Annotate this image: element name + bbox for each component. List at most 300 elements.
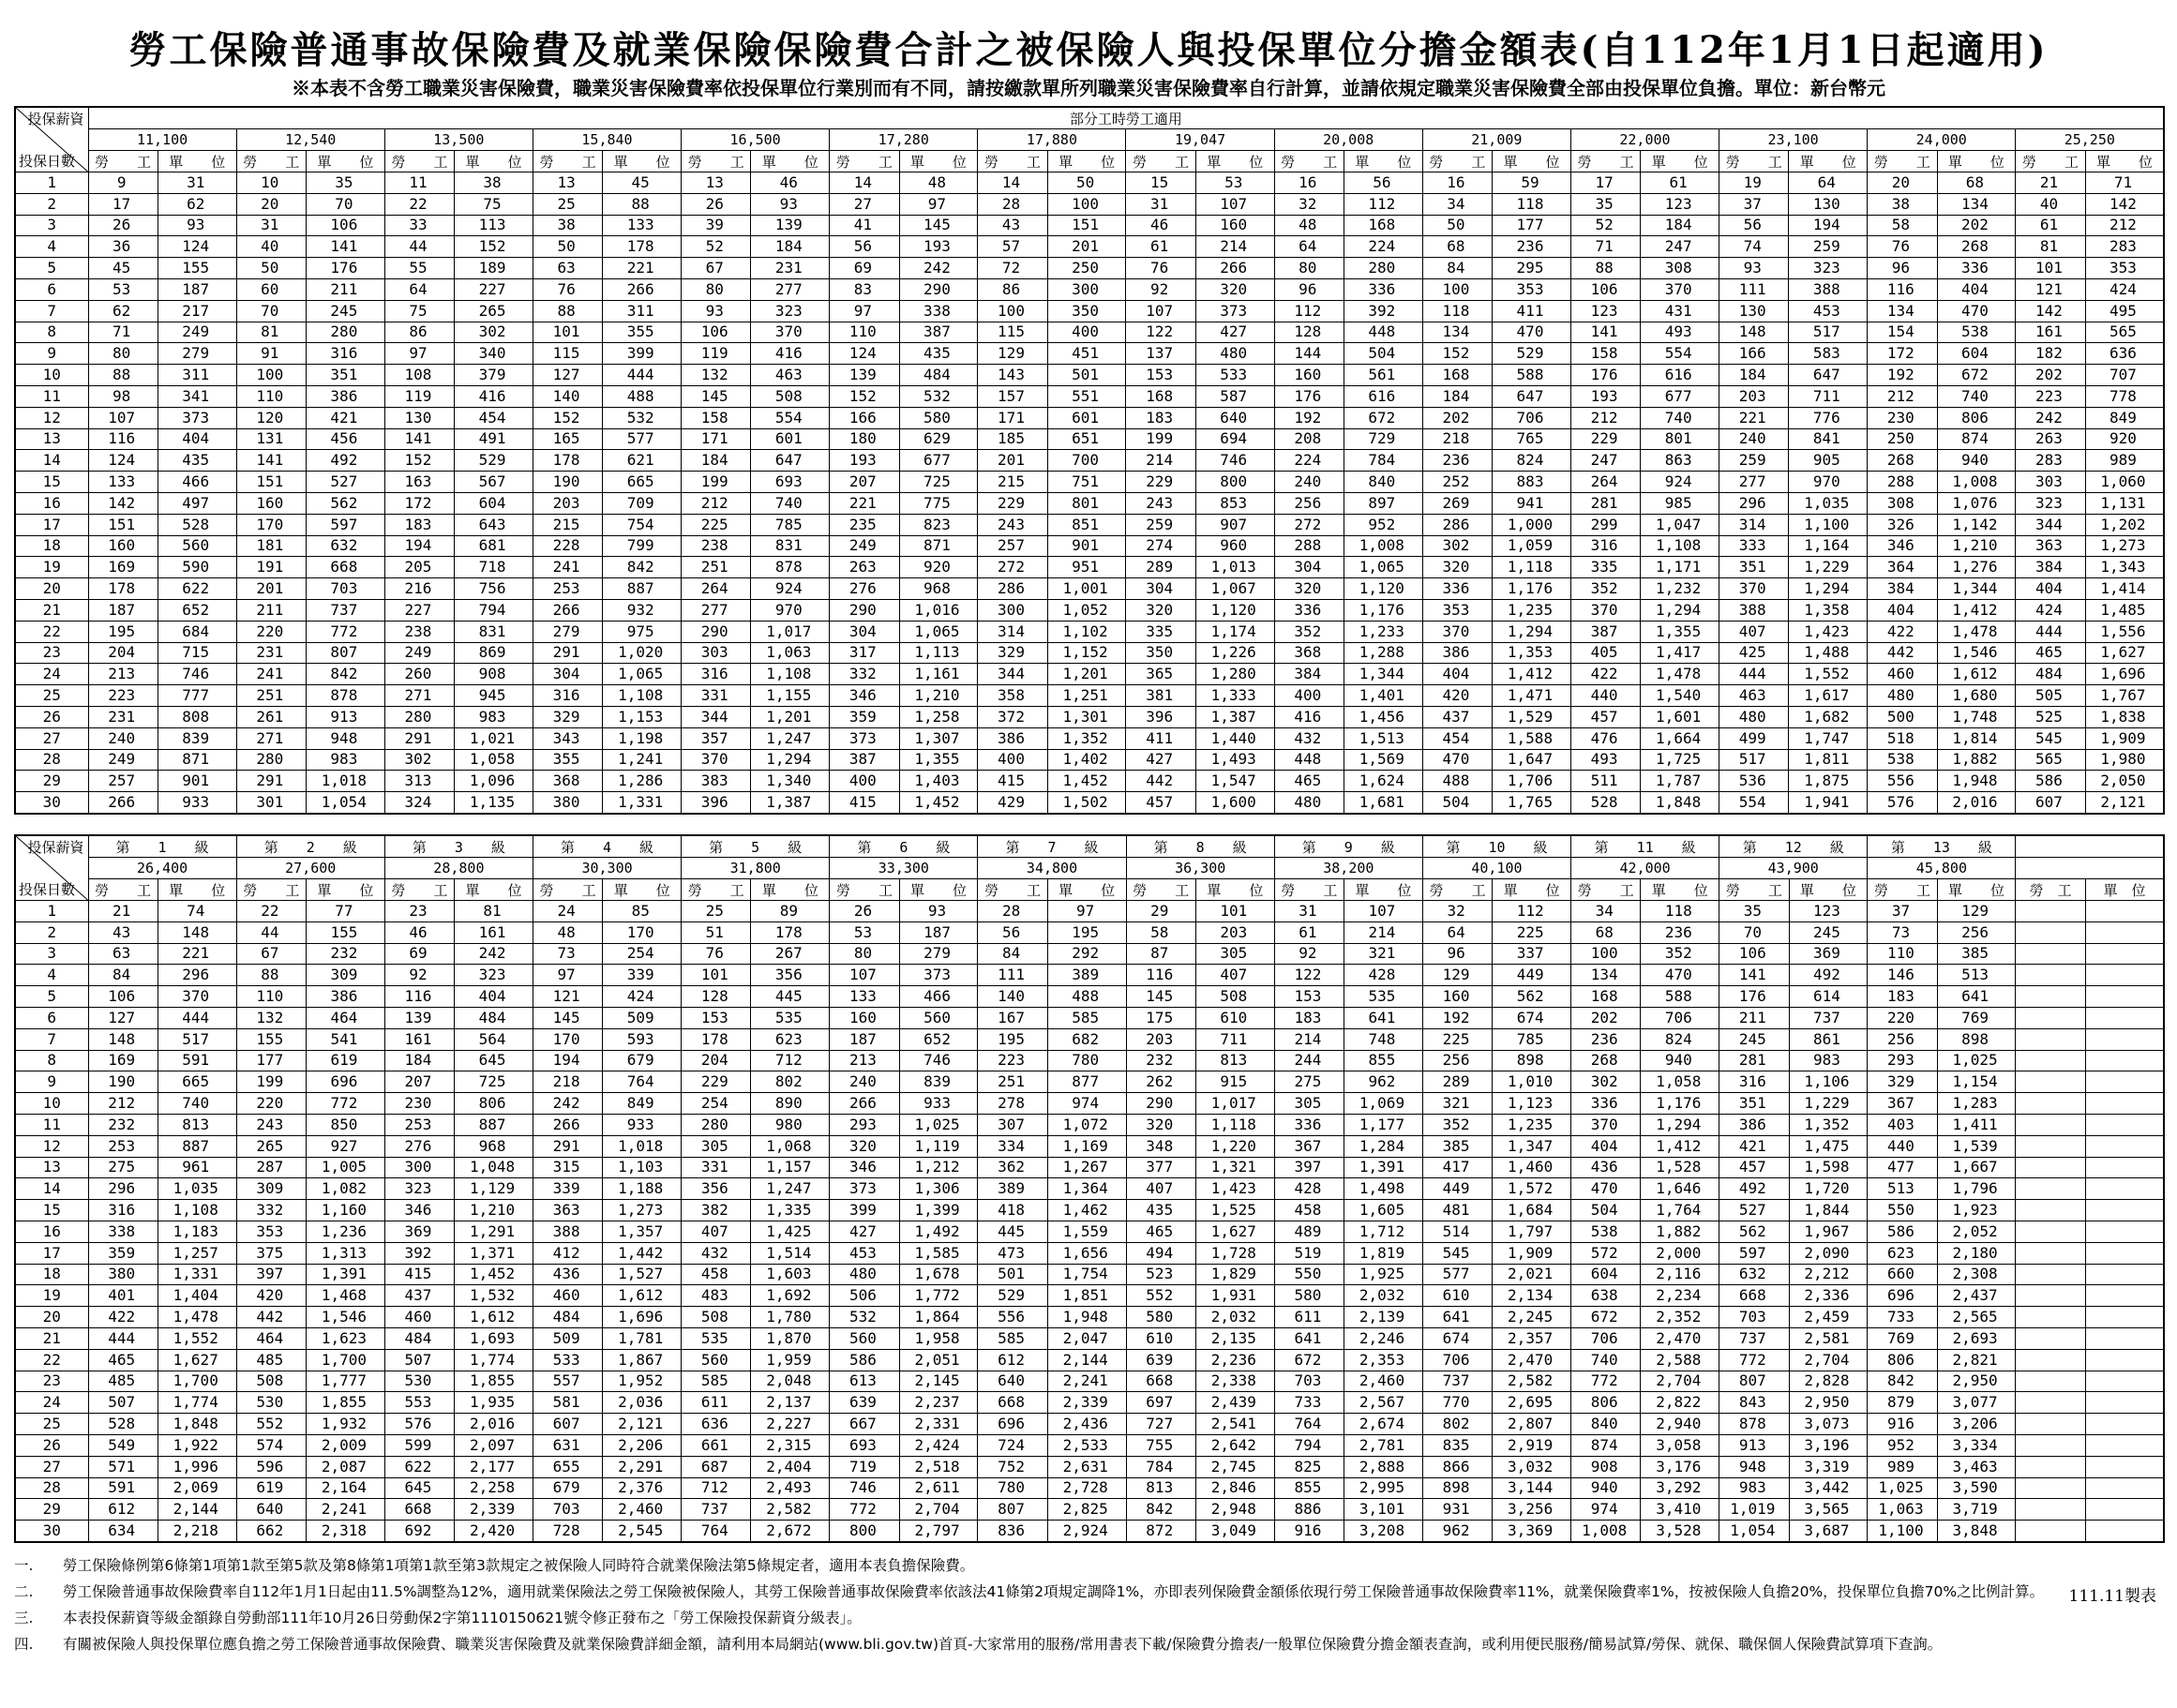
employer-amount: 1,678 — [899, 1264, 978, 1285]
employer-amount: 1,355 — [1641, 621, 1719, 642]
employer-amount: 151 — [1047, 215, 1126, 236]
employer-amount: 1,035 — [158, 1178, 236, 1200]
employer-amount: 1,113 — [899, 642, 978, 664]
employer-amount: 411 — [1493, 300, 1571, 322]
employer-header: 單 位 — [2085, 151, 2164, 172]
salary-value: 17,880 — [978, 129, 1126, 151]
employer-amount: 851 — [1047, 514, 1126, 535]
employer-amount: 431 — [1641, 300, 1719, 322]
employer-amount: 1,016 — [899, 599, 978, 621]
labor-amount: 67 — [236, 943, 306, 965]
labor-amount: 523 — [1126, 1264, 1195, 1285]
employer-amount: 983 — [455, 706, 533, 727]
employer-amount: 1,198 — [603, 727, 682, 749]
empty-cell — [2016, 965, 2085, 986]
employer-amount: 2,821 — [1937, 1349, 2016, 1371]
labor-amount: 806 — [1571, 1392, 1641, 1414]
employer-amount: 807 — [306, 642, 384, 664]
employer-amount: 1,814 — [1937, 727, 2016, 749]
employer-amount: 231 — [751, 258, 830, 279]
labor-amount: 192 — [1422, 1007, 1492, 1028]
labor-amount: 392 — [384, 1242, 454, 1264]
labor-amount: 473 — [978, 1242, 1047, 1264]
labor-amount: 585 — [978, 1327, 1047, 1349]
employer-amount: 629 — [899, 428, 978, 450]
labor-amount: 76 — [533, 278, 602, 300]
note-item — [14, 1581, 2163, 1603]
employer-amount: 176 — [306, 258, 384, 279]
labor-amount: 557 — [533, 1371, 602, 1392]
employer-amount: 3,032 — [1493, 1456, 1571, 1477]
labor-amount: 607 — [533, 1414, 602, 1435]
employer-amount: 2,846 — [1195, 1477, 1274, 1499]
labor-amount: 87 — [1126, 943, 1195, 965]
employer-amount: 2,318 — [306, 1521, 384, 1542]
employer-amount: 577 — [603, 428, 682, 450]
day-number: 15 — [15, 1200, 88, 1221]
labor-amount: 108 — [384, 365, 454, 386]
labor-amount: 367 — [1274, 1135, 1344, 1157]
employer-amount: 386 — [306, 385, 384, 407]
employer-amount: 1,280 — [1195, 664, 1274, 685]
labor-amount: 436 — [533, 1264, 602, 1285]
employer-amount: 1,025 — [1937, 1050, 2016, 1071]
labor-amount: 404 — [1868, 599, 1937, 621]
table-row — [15, 1285, 2164, 1307]
labor-amount: 612 — [88, 1499, 158, 1521]
employer-amount: 725 — [455, 1071, 533, 1093]
employer-amount: 107 — [1195, 193, 1274, 215]
labor-amount: 93 — [682, 300, 751, 322]
labor-amount: 73 — [533, 943, 602, 965]
table-row — [15, 771, 2164, 792]
employer-amount: 97 — [899, 193, 978, 215]
employer-amount: 1,514 — [751, 1242, 830, 1264]
labor-amount: 100 — [1422, 278, 1492, 300]
employer-amount: 1,667 — [1937, 1157, 2016, 1178]
labor-header: 勞 工 — [2016, 151, 2085, 172]
employer-amount: 2,693 — [1937, 1327, 2016, 1349]
labor-amount: 383 — [682, 771, 751, 792]
employer-amount: 155 — [158, 258, 236, 279]
employer-amount: 1,247 — [751, 1178, 830, 1200]
employer-amount: 562 — [1493, 986, 1571, 1008]
labor-amount: 133 — [88, 472, 158, 493]
labor-amount: 454 — [1422, 727, 1492, 749]
employer-amount: 1,513 — [1344, 727, 1422, 749]
employer-amount: 3,196 — [1789, 1434, 1868, 1456]
employer-amount: 2,924 — [1047, 1521, 1126, 1542]
labor-amount: 460 — [1868, 664, 1937, 685]
labor-amount: 733 — [1274, 1392, 1344, 1414]
employer-amount: 221 — [603, 258, 682, 279]
labor-amount: 380 — [88, 1264, 158, 1285]
employer-amount: 339 — [603, 965, 682, 986]
employer-amount: 2,424 — [899, 1434, 978, 1456]
employer-amount: 1,624 — [1344, 771, 1422, 792]
labor-amount: 291 — [384, 727, 454, 749]
labor-amount: 280 — [236, 749, 306, 771]
salary-value: 40,100 — [1422, 858, 1570, 879]
employer-amount: 93 — [899, 901, 978, 922]
employer-amount: 622 — [158, 578, 236, 600]
employer-amount: 920 — [899, 557, 978, 578]
labor-amount: 224 — [1274, 450, 1344, 472]
employer-amount: 794 — [455, 599, 533, 621]
salary-value-empty — [2016, 858, 2164, 879]
labor-amount: 855 — [1274, 1477, 1344, 1499]
employer-amount: 623 — [751, 1028, 830, 1050]
employer-amount: 2,797 — [899, 1521, 978, 1542]
employer-amount: 962 — [1344, 1071, 1423, 1093]
labor-amount: 205 — [384, 557, 454, 578]
employer-amount: 1,797 — [1493, 1221, 1571, 1242]
employer-amount: 64 — [1789, 172, 1868, 194]
employer-amount: 1,867 — [603, 1349, 682, 1371]
employer-amount: 989 — [2085, 450, 2164, 472]
labor-amount: 576 — [384, 1414, 454, 1435]
day-number: 12 — [15, 1135, 88, 1157]
employer-amount: 1,875 — [1789, 771, 1868, 792]
employer-amount: 1,100 — [1789, 514, 1868, 535]
labor-amount: 429 — [978, 792, 1047, 814]
labor-amount: 794 — [1274, 1434, 1344, 1456]
labor-amount: 424 — [2016, 599, 2085, 621]
employer-amount: 118 — [1493, 193, 1571, 215]
employer-amount: 703 — [306, 578, 384, 600]
day-number: 22 — [15, 1349, 88, 1371]
labor-amount: 687 — [682, 1456, 751, 1477]
labor-amount: 130 — [1719, 300, 1789, 322]
employer-amount: 3,590 — [1937, 1477, 2016, 1499]
labor-amount: 152 — [1422, 343, 1492, 365]
employer-amount: 355 — [603, 322, 682, 343]
labor-amount: 50 — [533, 236, 602, 258]
labor-amount: 407 — [682, 1221, 751, 1242]
employer-amount: 974 — [1047, 1093, 1126, 1115]
employer-amount: 338 — [899, 300, 978, 322]
employer-header: 單 位 — [306, 151, 384, 172]
employer-amount: 604 — [455, 492, 533, 514]
empty-cell — [2085, 1221, 2164, 1242]
labor-amount: 92 — [1274, 943, 1344, 965]
employer-amount: 850 — [306, 1114, 384, 1135]
labor-amount: 346 — [1868, 535, 1937, 557]
labor-amount: 241 — [533, 557, 602, 578]
employer-amount: 1,712 — [1344, 1221, 1423, 1242]
labor-amount: 746 — [830, 1477, 899, 1499]
employer-amount: 245 — [306, 300, 384, 322]
labor-amount: 304 — [830, 621, 899, 642]
labor-amount: 494 — [1126, 1242, 1195, 1264]
table-row — [15, 278, 2164, 300]
labor-header: 勞 工 — [384, 879, 454, 901]
labor-header: 勞 工 — [1422, 151, 1492, 172]
day-number: 3 — [15, 943, 88, 965]
labor-amount: 203 — [1719, 385, 1789, 407]
employer-amount: 952 — [1344, 514, 1422, 535]
employer-amount: 706 — [1641, 1007, 1719, 1028]
labor-amount: 243 — [978, 514, 1047, 535]
employer-amount: 236 — [1641, 921, 1719, 943]
labor-amount: 550 — [1868, 1200, 1937, 1221]
employer-amount: 1,017 — [751, 621, 830, 642]
labor-amount: 256 — [1868, 1028, 1937, 1050]
employer-amount: 1,462 — [1047, 1200, 1126, 1221]
employer-amount: 1,233 — [1344, 621, 1422, 642]
employer-amount: 1,696 — [2085, 664, 2164, 685]
employer-amount: 139 — [751, 215, 830, 236]
labor-amount: 127 — [88, 1007, 158, 1028]
labor-amount: 291 — [533, 1135, 602, 1157]
labor-amount: 83 — [830, 278, 899, 300]
employer-amount: 1,417 — [1641, 642, 1719, 664]
labor-amount: 274 — [1126, 535, 1195, 557]
table-row — [15, 365, 2164, 386]
labor-amount: 43 — [978, 215, 1047, 236]
labor-amount: 61 — [2016, 215, 2085, 236]
labor-amount: 336 — [1274, 599, 1344, 621]
employer-header: 單 位 — [1493, 879, 1571, 901]
labor-amount: 100 — [236, 365, 306, 386]
labor-amount: 712 — [682, 1477, 751, 1499]
labor-amount: 336 — [1422, 578, 1492, 600]
labor-amount: 9 — [88, 172, 158, 194]
labor-amount: 476 — [1570, 727, 1640, 749]
employer-amount: 1,478 — [158, 1307, 236, 1328]
labor-amount: 182 — [2016, 343, 2085, 365]
employer-amount: 1,306 — [899, 1178, 978, 1200]
employer-amount: 491 — [455, 428, 533, 450]
employer-amount: 1,864 — [899, 1307, 978, 1328]
employer-amount: 416 — [455, 385, 533, 407]
empty-cell — [2016, 1434, 2085, 1456]
employer-amount: 1,765 — [1493, 792, 1571, 814]
day-number: 12 — [15, 407, 88, 428]
employer-amount: 1,855 — [455, 1371, 533, 1392]
employer-amount: 772 — [306, 621, 384, 642]
labor-amount: 145 — [1126, 986, 1195, 1008]
employer-amount: 1,692 — [751, 1285, 830, 1307]
table-row — [15, 1307, 2164, 1328]
table-row — [15, 1178, 2164, 1200]
labor-amount: 277 — [682, 599, 751, 621]
employer-amount: 2,807 — [1493, 1414, 1571, 1435]
labor-amount: 481 — [1422, 1200, 1492, 1221]
employer-amount: 1,617 — [1789, 685, 1868, 707]
labor-amount: 532 — [830, 1307, 899, 1328]
labor-amount: 202 — [1422, 407, 1492, 428]
labor-amount: 15 — [1126, 172, 1195, 194]
empty-cell — [2016, 1050, 2085, 1071]
employer-amount: 1,096 — [455, 771, 533, 792]
employer-amount: 1,848 — [158, 1414, 236, 1435]
employer-amount: 93 — [158, 215, 236, 236]
labor-amount: 268 — [1571, 1050, 1641, 1071]
employer-amount: 1,502 — [1047, 792, 1126, 814]
employer-amount: 706 — [1493, 407, 1571, 428]
labor-amount: 74 — [1719, 236, 1789, 258]
labor-amount: 240 — [830, 1071, 899, 1093]
labor-amount: 184 — [1719, 365, 1789, 386]
labor-amount: 577 — [1422, 1264, 1492, 1285]
labor-amount: 64 — [1274, 236, 1344, 258]
day-number: 6 — [15, 278, 88, 300]
employer-amount: 217 — [158, 300, 236, 322]
employer-amount: 1,135 — [455, 792, 533, 814]
labor-amount: 207 — [830, 472, 899, 493]
labor-amount: 111 — [978, 965, 1047, 986]
employer-amount: 924 — [1641, 472, 1719, 493]
labor-amount: 184 — [682, 450, 751, 472]
employer-amount: 1,941 — [1789, 792, 1868, 814]
salary-value: 43,900 — [1719, 858, 1868, 879]
employer-amount: 45 — [603, 172, 682, 194]
labor-amount: 333 — [1719, 535, 1789, 557]
labor-amount: 291 — [236, 771, 306, 792]
labor-amount: 57 — [978, 236, 1047, 258]
labor-amount: 554 — [1719, 792, 1789, 814]
employer-amount: 1,706 — [1493, 771, 1571, 792]
labor-amount: 277 — [1719, 472, 1789, 493]
labor-amount: 509 — [533, 1327, 602, 1349]
day-number: 11 — [15, 385, 88, 407]
labor-amount: 290 — [1126, 1093, 1195, 1115]
labor-amount: 134 — [1422, 322, 1492, 343]
labor-amount: 88 — [88, 365, 158, 386]
labor-amount: 140 — [978, 986, 1047, 1008]
employer-amount: 1,452 — [899, 792, 978, 814]
labor-amount: 343 — [533, 727, 602, 749]
employer-amount: 1,452 — [1047, 771, 1126, 792]
labor-amount: 199 — [682, 472, 751, 493]
labor-amount: 193 — [830, 450, 899, 472]
employer-header: 單 位 — [899, 879, 978, 901]
employer-amount: 168 — [1344, 215, 1422, 236]
labor-amount: 194 — [533, 1050, 602, 1071]
employer-amount: 1,967 — [1789, 1221, 1868, 1242]
employer-amount: 31 — [158, 172, 236, 194]
employer-amount: 3,101 — [1344, 1499, 1423, 1521]
labor-amount: 420 — [1422, 685, 1492, 707]
labor-amount: 116 — [1126, 965, 1195, 986]
labor-amount: 545 — [1422, 1242, 1492, 1264]
labor-amount: 218 — [1422, 428, 1492, 450]
labor-amount: 172 — [1868, 343, 1937, 365]
day-number: 8 — [15, 1050, 88, 1071]
employer-amount: 392 — [1344, 300, 1422, 322]
employer-amount: 1,460 — [1493, 1157, 1571, 1178]
employer-amount: 1,118 — [1195, 1114, 1274, 1135]
labor-amount: 106 — [682, 322, 751, 343]
labor-amount: 668 — [384, 1499, 454, 1521]
employer-amount: 610 — [1195, 1007, 1274, 1028]
empty-cell — [2016, 1477, 2085, 1499]
labor-amount: 553 — [384, 1392, 454, 1414]
employer-header: 單 位 — [751, 879, 830, 901]
labor-amount: 229 — [682, 1071, 751, 1093]
labor-amount: 397 — [1274, 1157, 1344, 1178]
labor-amount: 385 — [1422, 1135, 1492, 1157]
labor-amount: 407 — [1126, 1178, 1195, 1200]
employer-amount: 968 — [455, 1135, 533, 1157]
labor-amount: 275 — [88, 1157, 158, 1178]
labor-amount: 97 — [533, 965, 602, 986]
labor-amount: 37 — [1868, 901, 1937, 922]
labor-amount: 672 — [1274, 1349, 1344, 1371]
employer-amount: 1,781 — [603, 1327, 682, 1349]
employer-amount: 124 — [158, 236, 236, 258]
table-row — [15, 1071, 2164, 1093]
employer-amount: 2,135 — [1195, 1327, 1274, 1349]
labor-amount: 353 — [236, 1221, 306, 1242]
employer-amount: 1,980 — [2085, 749, 2164, 771]
employer-amount: 1,411 — [1937, 1114, 2016, 1135]
employer-amount: 1,276 — [1937, 557, 2016, 578]
labor-amount: 470 — [1571, 1178, 1641, 1200]
labor-amount: 363 — [533, 1200, 602, 1221]
empty-cell — [2085, 1499, 2164, 1521]
employer-amount: 590 — [158, 557, 236, 578]
employer-amount: 75 — [455, 193, 533, 215]
salary-value: 19,047 — [1126, 129, 1274, 151]
labor-amount: 211 — [236, 599, 306, 621]
labor-amount: 26 — [88, 215, 158, 236]
labor-amount: 220 — [236, 621, 306, 642]
labor-amount: 764 — [682, 1521, 751, 1542]
labor-amount: 387 — [1570, 621, 1640, 642]
labor-amount: 69 — [384, 943, 454, 965]
labor-amount: 697 — [1126, 1392, 1195, 1414]
empty-cell — [2016, 1007, 2085, 1028]
labor-amount: 227 — [384, 599, 454, 621]
labor-amount: 346 — [384, 1200, 454, 1221]
employer-amount: 841 — [1789, 428, 1868, 450]
labor-amount: 556 — [978, 1307, 1047, 1328]
employer-amount: 1,623 — [306, 1327, 384, 1349]
employer-amount: 1,068 — [751, 1135, 830, 1157]
labor-amount: 145 — [533, 1007, 602, 1028]
labor-amount: 31 — [1274, 901, 1344, 922]
labor-amount: 332 — [830, 664, 899, 685]
employer-header: 單 位 — [1641, 879, 1719, 901]
empty-cell — [2085, 1327, 2164, 1349]
labor-amount: 141 — [1570, 322, 1640, 343]
employer-header: 單 位 — [306, 879, 384, 901]
employer-amount: 668 — [306, 557, 384, 578]
table-row — [15, 1093, 2164, 1115]
employer-amount: 983 — [306, 749, 384, 771]
labor-amount: 266 — [830, 1093, 899, 1115]
labor-amount: 517 — [1719, 749, 1789, 771]
table-row — [15, 300, 2164, 322]
salary-value: 38,200 — [1274, 858, 1422, 879]
labor-amount: 427 — [1126, 749, 1195, 771]
employer-amount: 1,183 — [158, 1221, 236, 1242]
labor-amount: 263 — [2016, 428, 2085, 450]
labor-amount: 442 — [1126, 771, 1195, 792]
labor-amount: 55 — [384, 258, 454, 279]
labor-amount: 506 — [830, 1285, 899, 1307]
labor-amount: 533 — [533, 1349, 602, 1371]
labor-amount: 353 — [1422, 599, 1492, 621]
employer-amount: 907 — [1195, 514, 1274, 535]
employer-amount: 161 — [455, 921, 533, 943]
empty-cell — [2085, 965, 2164, 986]
employer-amount: 421 — [306, 407, 384, 428]
labor-amount: 160 — [1422, 986, 1492, 1008]
employer-amount: 951 — [1047, 557, 1126, 578]
